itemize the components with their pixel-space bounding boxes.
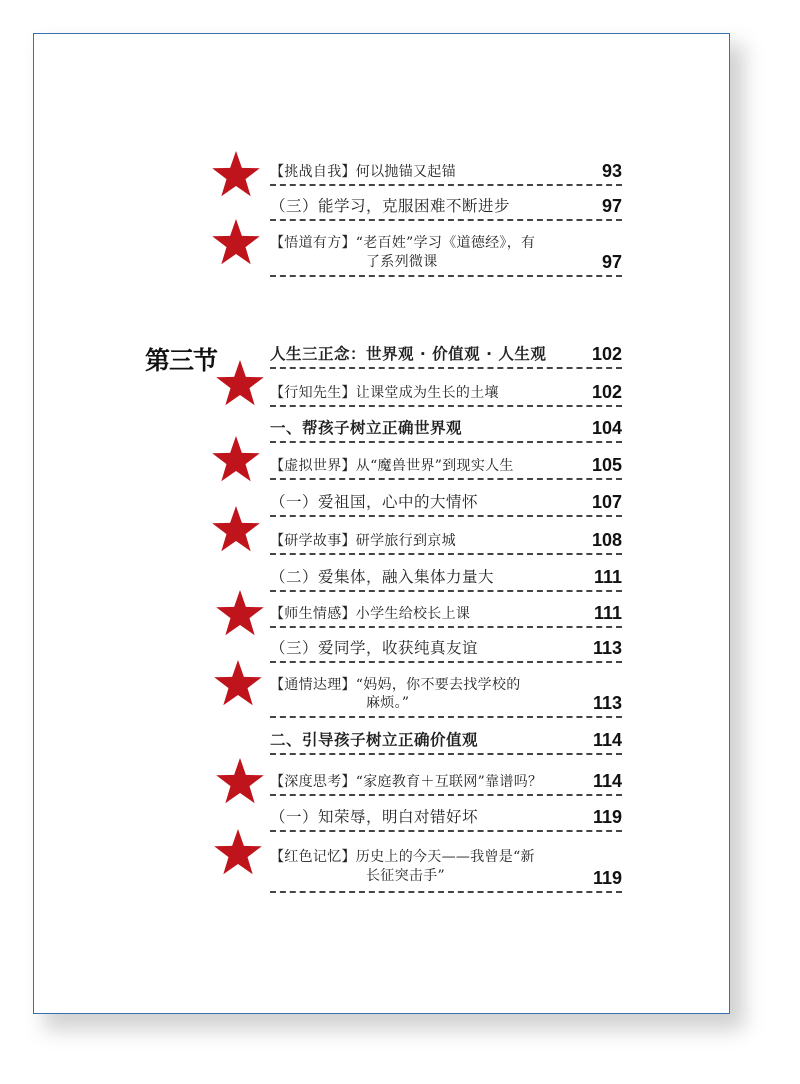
entry-page-number: 105: [591, 455, 622, 475]
toc-entry[interactable]: [270, 800, 622, 832]
entry-title: 二、引导孩子树立正确价值观: [270, 731, 479, 749]
entry-page-number: 108: [591, 530, 622, 550]
entry-page-number: 114: [592, 771, 622, 791]
red-star-icon: [210, 505, 262, 555]
entry-page-number: 97: [601, 252, 622, 272]
section-label: 第三节: [145, 346, 218, 375]
toc-entry[interactable]: [270, 760, 622, 796]
entry-page-number: 104: [591, 418, 622, 438]
toc-entry[interactable]: [270, 522, 622, 555]
entry-title: （三）能学习，克服困难不断进步: [270, 197, 511, 215]
entry-title: 【虚拟世界】从“魔兽世界”到现实人生: [270, 458, 514, 474]
toc-entry[interactable]: [270, 632, 622, 663]
entry-title-continued: 了系列微课: [366, 254, 438, 270]
entry-page-number: 93: [601, 161, 622, 181]
entry-page-number: 113: [592, 693, 622, 713]
entry-title-continued: 长征突击手”: [366, 868, 445, 884]
entry-title: 一、帮孩子树立正确世界观: [270, 419, 463, 437]
entry-title: （三）爱同学，收获纯真友谊: [270, 639, 479, 657]
entry-title: 【研学故事】研学旅行到京城: [270, 533, 456, 549]
toc-entry[interactable]: [270, 448, 622, 480]
red-star-icon: [212, 659, 264, 709]
entry-page-number: 97: [601, 196, 622, 216]
entry-page-number: 111: [593, 567, 622, 587]
entry-page-number: 107: [591, 492, 622, 512]
red-star-icon: [210, 150, 262, 200]
entry-page-number: 102: [591, 382, 622, 402]
entry-page-number: 114: [592, 730, 622, 750]
entry-page-number: 119: [592, 868, 622, 888]
entry-title: （一）知荣辱，明白对错好坏: [270, 808, 479, 826]
entry-title: 【行知先生】让课堂成为生长的土壤: [270, 385, 499, 401]
toc-entry[interactable]: [270, 485, 622, 517]
entry-title: 人生三正念：世界观 · 价值观 · 人生观: [270, 345, 547, 363]
red-star-icon: [214, 359, 266, 409]
toc-entry[interactable]: [270, 668, 622, 718]
entry-page-number: 102: [591, 344, 622, 364]
entry-title: 【师生情感】小学生给校长上课: [270, 606, 471, 622]
entry-page-number: 113: [592, 638, 622, 658]
entry-title: （一）爱祖国，心中的大情怀: [270, 493, 479, 511]
red-star-icon: [214, 757, 266, 807]
toc-entry[interactable]: [270, 154, 622, 186]
red-star-icon: [210, 435, 262, 485]
red-star-icon: [214, 589, 266, 639]
toc-entry[interactable]: [270, 838, 622, 893]
entry-title: 【红色记忆】历史上的今天——我曾是“新: [270, 849, 535, 865]
entry-title-continued: 麻烦。”: [366, 695, 410, 711]
entry-title: （二）爱集体，融入集体力量大: [270, 568, 495, 586]
entry-title: 【挑战自我】何以抛锚又起锚: [270, 164, 456, 180]
toc-entry[interactable]: [270, 374, 622, 407]
toc-entry[interactable]: [270, 190, 622, 221]
red-star-icon: [212, 828, 264, 878]
toc-entry[interactable]: [270, 724, 622, 755]
toc-entry[interactable]: [270, 337, 622, 369]
entry-title: 【通情达理】“妈妈，你不要去找学校的: [270, 677, 521, 693]
entry-page-number: 111: [593, 603, 622, 623]
entry-title: 【深度思考】“家庭教育＋互联网”靠谱吗？: [270, 774, 543, 790]
entry-page-number: 119: [592, 807, 622, 827]
toc-entry[interactable]: [270, 226, 622, 277]
toc-entry[interactable]: [270, 412, 622, 443]
entry-title: 【悟道有方】“老百姓”学习《道德经》，有: [270, 235, 536, 251]
toc-entry[interactable]: [270, 597, 622, 628]
red-star-icon: [210, 218, 262, 268]
toc-entry[interactable]: [270, 560, 622, 592]
